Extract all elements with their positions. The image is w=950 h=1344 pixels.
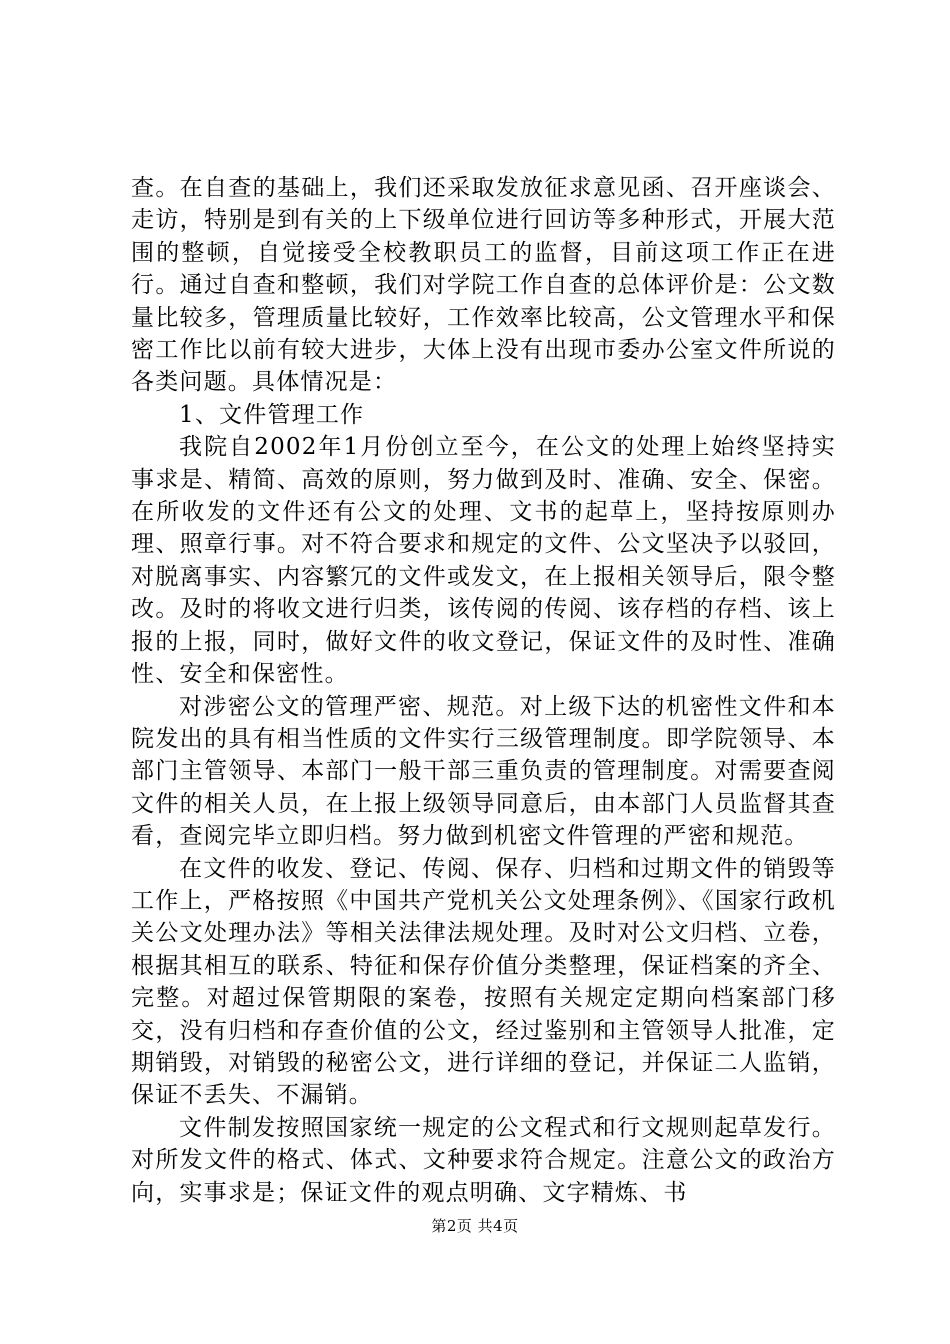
paragraph: 对涉密公文的管理严密、规范。对上级下达的机密性文件和本院发出的具有相当性质的文件实行三级管理制度。即学院领导、本部门主管领导、本部门一般干部三重负责的管理制度。对需要查阅文件的相关人员，在上报上级领导同意后，由本部门人员监督其查看，查阅完毕立即归档。努力做到机密文件管理的严密和规范。: [131, 693, 836, 850]
page-number-footer: 第2页 共4页: [431, 1217, 519, 1235]
paragraph: 在文件的收发、登记、传阅、保存、归档和过期文件的销毁等工作上，严格按照《中国共产党机关公文处理条例》、《国家行政机关公文处理办法》等相关法律法规处理。及时对公文归档、立卷，根据其相互的联系、特征和保存价值分类整理，保证档案的齐全、完整。对超过保管期限的案卷，按照有关规定定期向档案部门移交，没有归档和存查价值的公文，经过鉴别和主管领导人批准，定期销毁，对销毁的秘密公文，进行详细的登记，并保证二人监销，保证不丢失、不漏销。: [131, 855, 836, 1109]
section-heading: 1、文件管理工作: [179, 401, 365, 428]
paragraph: 文件制发按照国家统一规定的公文程式和行文规则起草发行。对所发文件的格式、体式、文种要求符合规定。注意公文的政治方向，实事求是；保证文件的观点明确、文字精炼、书: [131, 1114, 836, 1206]
document-body: [131, 172, 836, 1209]
paragraph: 查。在自查的基础上，我们还采取发放征求意见函、召开座谈会、走访，特别是到有关的上下级单位进行回访等多种形式，开展大范围的整顿，自觉接受全校教职员工的监督，目前这项工作正在进行。通过自查和整顿，我们对学院工作自查的总体评价是：公文数量比较多，管理质量比较好，工作效率比较高，公文管理水平和保密工作比以前有较大进步，大体上没有出现市委办公室文件所说的各类问题。具体情况是：: [131, 175, 836, 396]
paragraph: 我院自2002年1月份创立至今，在公文的处理上始终坚持实事求是、精简、高效的原则，努力做到及时、准确、安全、保密。在所收发的文件还有公文的处理、文书的起草上，坚持按原则办理、照章行事。对不符合要求和规定的文件、公文坚决予以驳回，对脱离事实、内容繁冗的文件或发文，在上报相关领导后，限令整改。及时的将收文进行归类，该传阅的传阅、该存档的存档、该上报的上报，同时，做好文件的收文登记，保证文件的及时性、准确性、安全和保密性。: [131, 434, 836, 688]
